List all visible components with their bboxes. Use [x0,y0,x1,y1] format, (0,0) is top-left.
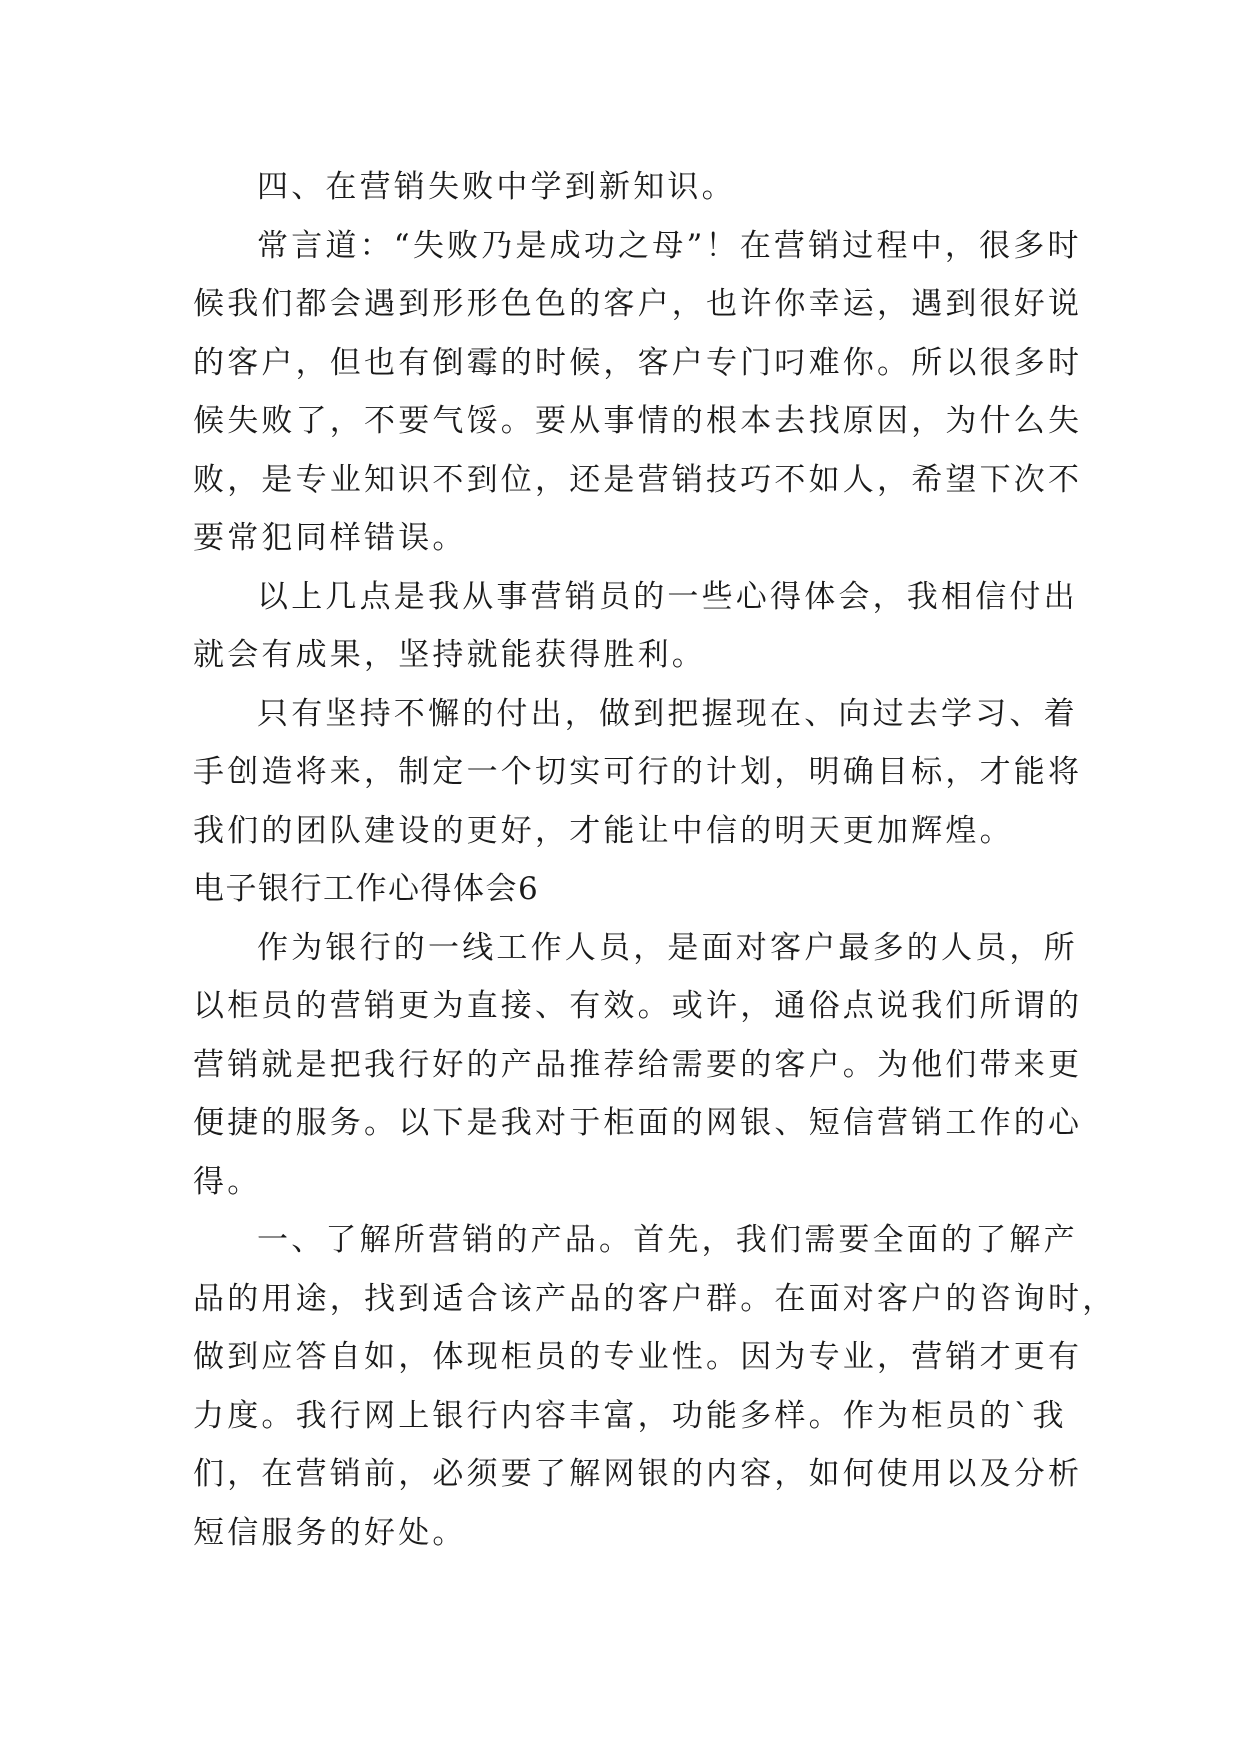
text-line: 手创造将来，制定一个切实可行的计划，明确目标，才能将 [193,754,1083,790]
text-line: 便捷的服务。以下是我对于柜面的网银、短信营销工作的心 [193,1105,1083,1141]
text-line: 的客户，但也有倒霉的时候，客户专门叼难你。所以很多时 [193,344,1083,381]
text-line: 以上几点是我从事营销员的一些心得体会，我相信付出 [257,578,1078,615]
section-heading: 四、在营销失败中学到新知识。 [257,169,736,205]
text-line: 一、了解所营销的产品。首先，我们需要全面的了解产 [257,1222,1078,1258]
paragraph-point-one [193,1211,1117,1562]
paragraph-failure-lesson [193,217,1083,568]
text-line: 败，是专业知识不到位，还是营销技巧不如人，希望下次不 [193,461,1083,498]
text-line: 做到应答自如，体现柜员的专业性。因为专业，营销才更有 [193,1339,1083,1375]
paragraph-intro [193,919,1083,1212]
text-line: 力度。我行网上银行内容丰富，功能多样。作为柜员的`我 [193,1397,1067,1434]
paragraph-closing [193,685,1083,861]
text-line: 以柜员的营销更为直接、有效。或许，通俗点说我们所谓的 [193,988,1083,1024]
paragraph-summary [193,568,1078,685]
text-line: 短信服务的好处。 [193,1514,467,1551]
text-line: 我们的团队建设的更好，才能让中信的明天更加辉煌。 [193,812,1014,849]
article-title: 电子银行工作心得体会6 [193,871,540,907]
text-line: 作为银行的一线工作人员，是面对客户最多的人员，所 [257,929,1078,966]
text-line: 营销就是把我行好的产品推荐给需要的客户。为他们带来更 [193,1046,1083,1083]
text-line: 品的用途，找到适合该产品的客户群。在面对客户的咨询时， [193,1280,1117,1317]
text-line: 们，在营销前，必须要了解网银的内容，如何使用以及分析 [193,1456,1083,1492]
text-line: 候我们都会遇到形形色色的客户，也许你幸运，遇到很好说 [193,286,1083,322]
text-line: 常言道：“失败乃是成功之母”！在营销过程中，很多时 [257,227,1082,264]
text-line: 候失败了，不要气馁。要从事情的根本去找原因，为什么失 [193,403,1083,439]
text-line: 得。 [193,1163,262,1200]
text-line: 只有坚持不懈的付出，做到把握现在、向过去学习、着 [257,695,1078,732]
text-line: 就会有成果，坚持就能获得胜利。 [193,637,706,673]
text-line: 要常犯同样错误。 [193,520,467,556]
document-body [193,158,1117,1562]
